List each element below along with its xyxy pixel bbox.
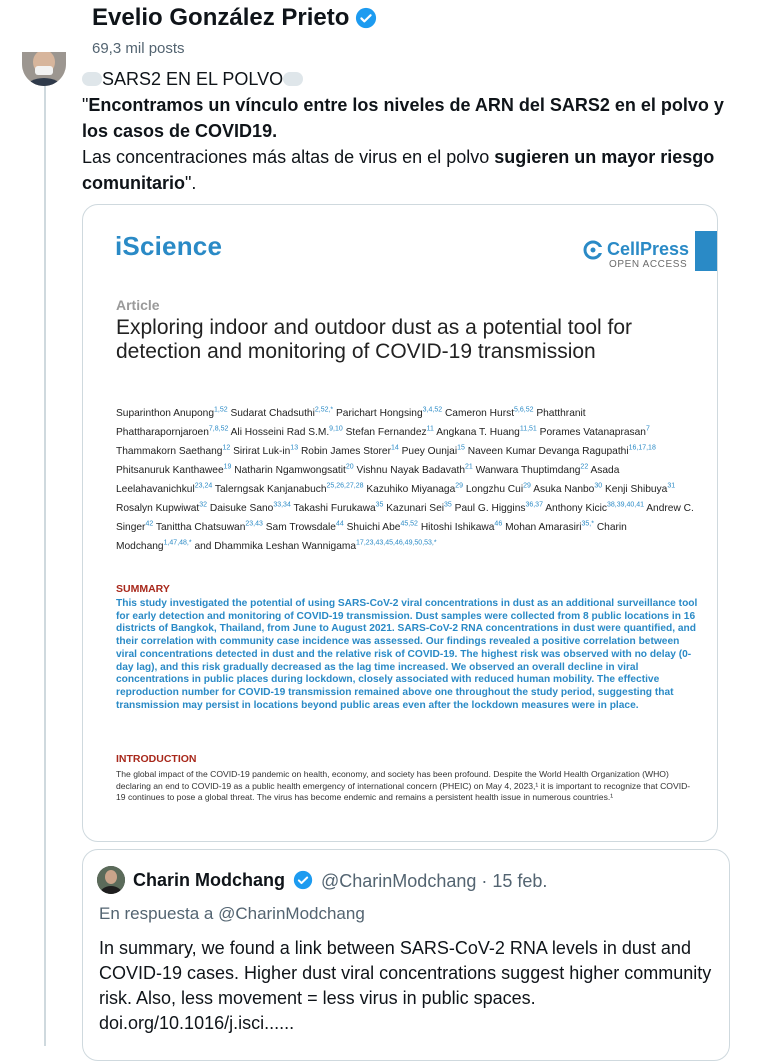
author-entry-name: Tanittha Chatsuwan: [155, 522, 246, 534]
author-entry-name: Thammakorn Saethang: [116, 446, 223, 458]
author-entry-name: Wanwara Thuptimdang: [475, 465, 581, 477]
author-entry-name: and Dhammika Leshan Wannigama: [194, 541, 357, 553]
author-entry-name: Charin Modchang: [116, 522, 627, 553]
author-entry-affiliation: 5,6,52: [514, 407, 534, 414]
author-entry-affiliation: 25,26,27,28: [326, 482, 364, 490]
author-entry-name: Sirirat Luk-in: [233, 446, 291, 458]
summary-text: This study investigated the potential of using SARS-CoV-2 viral concentrations in dust as an additional surveillance tool for early detection and monitoring of COVID-19 transmission. Dust samples were collected from 8 public locations in 16 districts of Bangkok, Thailand, from June to August 2021. SARS-CoV-2 RNA concentrations in dust were quantified, and their correlation with community case incidence was assessed. Our findings revealed a positive correlation between viral concentrations detected in dust and the relative risk of COVID-19. The highest risk was observed with no delay (0-day lag), and this risk gradually decreased as the lag time increased. We observed an overall decline in viral concentrations in public places during lockdown, closely associated with reduced human mobility. The effective reproduction number for COVID-19 transmission remained above one throughout the study period, suggesting that transmission may persist in locations beyond public areas even after the lockdown measures were in place.: [116, 598, 698, 711]
author-entry-affiliation: 1,47,48,*: [163, 539, 192, 547]
author-entry-name: Porames Vatanaprasan: [539, 427, 646, 439]
author-entry: [545, 503, 644, 514]
quote-mark: ": [82, 95, 89, 115]
author-entry: [436, 427, 537, 438]
author-entry-name: Natharin Ngamwongsatit: [234, 465, 346, 477]
reply-to-label: En respuesta a @CharinModchang: [99, 904, 365, 923]
intro-text: The global impact of the COVID-19 pandemic on health, economy, and society has been profound. Despite the World Health Organization (WHO) declaring an end to COVID-19 as a public health emergency of international concern (PHEIC) on May 4, 2023,¹ it is important to recognize that COVID-19 continues to pose a global threat. The virus has become endemic and remains a persistent health issue in numerous countries.¹: [116, 769, 691, 802]
author-entry-affiliation: 35: [444, 501, 452, 509]
author-entry-name: Takashi Furukawa: [293, 503, 376, 515]
quoted-tweet[interactable]: [82, 849, 730, 1061]
author-entry-affiliation: 33,34: [273, 501, 291, 509]
author-entry-affiliation: 38,39,40,41: [607, 501, 644, 509]
author-entry-name: Parichart Hongsing: [336, 408, 423, 420]
author-entry-name: Andrew C. Singer: [116, 503, 694, 534]
author-entry-name: Phatthranit Phattharapornjaroen: [116, 408, 586, 439]
author-entry: [233, 446, 298, 457]
article-label: Article: [116, 297, 160, 313]
author-entry-affiliation: 21: [465, 463, 473, 471]
author-entry-affiliation: 7: [645, 425, 650, 433]
author-entry-name: Talerngsak Kanjanabuch: [214, 484, 327, 496]
author-entry: [116, 446, 230, 457]
summary-heading: SUMMARY: [116, 583, 170, 595]
author-entry: [468, 446, 656, 457]
author-entry: [230, 408, 333, 419]
author-entry-name: Hitoshi Ishikawa: [420, 522, 495, 534]
author-entry-name: Anthony Kicic: [545, 503, 607, 515]
author-entry-affiliation: 7,8,52: [208, 425, 229, 433]
author-entry-affiliation: 9,10: [329, 425, 343, 433]
author-entry-affiliation: 31: [667, 482, 676, 490]
author-entry: [347, 522, 418, 533]
author-entry: [455, 503, 543, 514]
author-entry-affiliation: 35: [375, 501, 384, 509]
publisher-name: CellPress: [607, 239, 690, 259]
author-entry: [234, 465, 353, 476]
author-entry: [301, 446, 399, 457]
author-entry: [294, 503, 384, 514]
author-entry-name: Suparinthon Anupong: [116, 408, 214, 420]
author-name[interactable]: Evelio González Prieto: [92, 4, 350, 31]
author-entry-affiliation: 23,24: [194, 482, 213, 490]
author-entry: [421, 522, 502, 533]
author-entry-affiliation: 2,52,*: [314, 407, 334, 414]
cloud-icon: [82, 72, 102, 86]
author-list: [116, 403, 696, 555]
author-entry: [116, 465, 231, 476]
author-entry-name: Naveen Kumar Devanga Ragupathi: [467, 446, 629, 458]
author-entry-affiliation: 1,52: [214, 407, 228, 414]
tweet-text: [82, 66, 742, 196]
tweet-end-text: ".: [185, 173, 197, 193]
author-entry: [466, 484, 531, 495]
author-entry-affiliation: 35,*: [581, 520, 594, 528]
quoted-handle-date[interactable]: @CharinModchang · 15 feb.: [321, 871, 548, 891]
author-entry-affiliation: 36,37: [525, 501, 543, 509]
cloud-icon: [283, 72, 303, 86]
journal-logo: iScience: [115, 231, 223, 261]
verified-icon: [293, 870, 313, 890]
author-entry-affiliation: 13: [290, 444, 299, 452]
author-entry-name: Angkana T. Huang: [436, 427, 520, 439]
author-entry: [210, 503, 291, 514]
author-entry: [231, 427, 343, 438]
author-entry-affiliation: 11: [426, 425, 434, 433]
author-entry: [356, 465, 472, 476]
author-entry: [386, 503, 452, 514]
quoted-author-name[interactable]: Charin Modchang: [133, 870, 285, 890]
author-entry: [366, 484, 463, 495]
tweet-normal-text: Las concentraciones más altas de virus en el polvo: [82, 147, 495, 167]
author-entry: [266, 522, 344, 533]
author-entry-affiliation: 16,17,18: [628, 444, 656, 452]
author-entry: [605, 484, 675, 495]
author-entry: [505, 522, 594, 533]
author-entry-affiliation: 14: [390, 444, 399, 452]
author-entry: [194, 541, 436, 552]
author-entry-name: Ali Hosseini Rad S.M.: [230, 427, 330, 439]
author-entry-affiliation: 30: [594, 482, 603, 490]
open-access-label: OPEN ACCESS: [609, 259, 688, 270]
author-entry: [476, 465, 589, 476]
journal-tab: [695, 231, 717, 271]
author-entry: [402, 446, 465, 457]
author-entry-name: Asada Leelahavanichkul: [116, 465, 620, 496]
paper-image-card[interactable]: [82, 204, 718, 842]
author-entry-name: Robin James Storer: [300, 446, 391, 458]
publisher-logo: [583, 239, 689, 260]
author-entry-affiliation: 11,51: [519, 425, 537, 433]
tweet-headline: SARS2 EN EL POLVO: [102, 69, 284, 89]
author-entry-name: Sudarat Chadsuthi: [230, 408, 315, 420]
author-entry-name: Shuichi Abe: [346, 522, 401, 534]
author-entry-affiliation: 32: [199, 501, 208, 509]
author-entry-affiliation: 42: [145, 520, 154, 528]
author-entry-affiliation: 15: [457, 444, 465, 452]
author-entry-affiliation: 17,23,43,45,46,49,50,53,*: [356, 539, 437, 547]
quoted-avatar[interactable]: [97, 866, 125, 894]
tweet-bold-statement: Encontramos un vínculo entre los niveles de ARN del SARS2 en el polvo y los casos de COVID19.: [82, 95, 724, 141]
author-entry: [445, 408, 534, 419]
author-entry-affiliation: 3,4,52: [422, 407, 443, 414]
author-entry-name: Mohan Amarasiri: [505, 522, 582, 534]
author-entry: [156, 522, 263, 533]
author-entry-name: Stefan Fernandez: [345, 427, 427, 439]
author-entry-affiliation: 12: [222, 444, 231, 452]
intro-heading: INTRODUCTION: [116, 753, 197, 765]
author-entry-name: Phitsanuruk Kanthawee: [116, 465, 224, 477]
author-entry-affiliation: 29: [455, 482, 464, 490]
author-header[interactable]: [92, 4, 377, 32]
author-entry-affiliation: 22: [580, 463, 589, 471]
cellpress-logo-icon: [583, 240, 603, 260]
author-entry-affiliation: 45,52: [400, 520, 418, 528]
author-entry-name: Daisuke Sano: [209, 503, 274, 515]
author-entry: [116, 503, 207, 514]
author-entry: [116, 408, 228, 419]
verified-icon: [355, 7, 377, 29]
author-entry-name: Kenji Shibuya: [605, 484, 668, 496]
author-entry-affiliation: 44: [335, 520, 344, 528]
author-entry: [346, 427, 434, 438]
tweet-bold-text-2: sugieren un mayor riesgo comunitario: [82, 147, 715, 193]
author-entry-name: Puey Ounjai: [401, 446, 458, 458]
avatar[interactable]: [22, 52, 66, 86]
author-entry-affiliation: 19: [223, 463, 232, 471]
author-entry: [540, 427, 650, 438]
author-entry-name: Kazunari Sei: [386, 503, 445, 515]
author-entry-affiliation: 20: [345, 463, 354, 471]
post-count: 69,3 mil posts: [92, 40, 185, 57]
author-entry-name: Cameron Hurst: [444, 408, 515, 420]
author-entry-name: Sam Trowsdale: [265, 522, 336, 534]
author-entry-name: Vishnu Nayak Badavath: [356, 465, 466, 477]
paper-title: Exploring indoor and outdoor dust as a potential tool for detection and monitoring of COVID-19 transmission: [116, 316, 633, 363]
author-entry: [533, 484, 602, 495]
quoted-text: In summary, we found a link between SARS-CoV-2 RNA levels in dust and COVID-19 cases. Higher dust viral concentrations suggest higher community risk. Also, less movement = less virus in public spaces. doi.org/10.1016/j.isci......: [99, 938, 712, 1033]
author-entry-name: Kazuhiko Miyanaga: [366, 484, 456, 496]
author-entry-affiliation: 29: [523, 482, 531, 490]
author-entry-affiliation: 46: [494, 520, 503, 528]
author-entry-name: Rosalyn Kupwiwat: [116, 503, 200, 515]
author-entry: [336, 408, 442, 419]
author-entry-name: Longzhu Cui: [465, 484, 524, 496]
thread-line: [44, 0, 46, 1046]
author-entry-affiliation: 23,43: [245, 520, 263, 528]
author-entry-name: Paul G. Higgins: [454, 503, 526, 515]
author-entry-name: Asuka Nanbo: [533, 484, 595, 496]
author-entry: [215, 484, 364, 495]
